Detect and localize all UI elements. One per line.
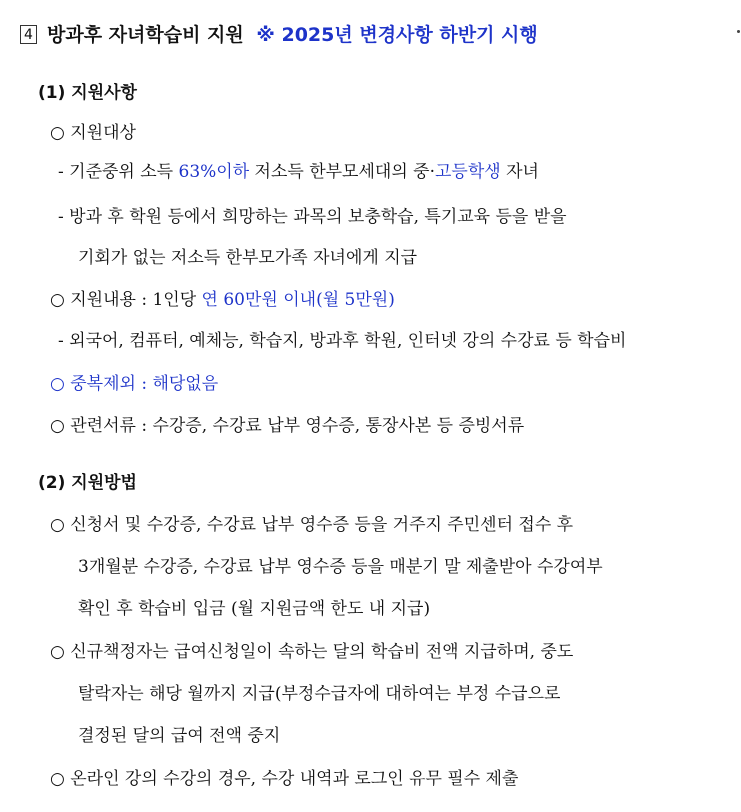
support-content (50, 285, 395, 310)
duplicate-exclusion: ○ 중복제외 : 해당없음 (50, 374, 219, 394)
change-notice: ※ 2025년 변경사항 하반기 시행 (256, 24, 538, 46)
method-item3: ○ 온라인 강의 수강의 경우, 수강 내역과 로그인 유무 필수 제출 (50, 769, 519, 789)
support-content-detail: - 외국어, 컴퓨터, 예체능, 학습지, 방과후 학원, 인터넷 강의 수강료 등 학습비 (58, 331, 627, 351)
method-item2-line2: 탈락자는 해당 월까지 지급(부정수급자에 대하여는 부정 수급으로 (78, 684, 561, 704)
method-item1-line1: ○ 신청서 및 수강증, 수강료 납부 영수증 등을 거주지 주민센터 접수 후 (50, 515, 574, 535)
heading-support-items: (1) 지원사항 (38, 83, 137, 103)
support-amount: 연 60만원 이내(월 5만원) (201, 290, 395, 310)
section-title (20, 20, 538, 47)
method-item2-line1: ○ 신규책정자는 급여신청일이 속하는 달의 학습비 전액 지급하며, 중도 (50, 642, 574, 662)
target-criteria (58, 157, 539, 182)
text-segment: 자녀 (500, 162, 539, 182)
text-segment: ○ 지원내용 : 1인당 (50, 290, 202, 310)
heading-support-method: (2) 지원방법 (38, 473, 137, 493)
method-item1-line2: 3개월분 수강증, 수강료 납부 영수증 등을 매분기 말 제출받아 수강여부 (78, 557, 603, 577)
text-segment: - 기준중위 소득 (58, 162, 179, 182)
target-label: ○ 지원대상 (50, 123, 136, 143)
method-item2-line3: 결정된 달의 급여 전액 중지 (78, 726, 281, 746)
student-level: 고등학생 (434, 162, 501, 182)
method-item1-line3: 확인 후 학습비 입금 (월 지원금액 한도 내 지급) (78, 599, 431, 619)
edge-mark (737, 30, 740, 33)
income-limit: 63%이하 (178, 162, 250, 182)
target-description-line2: 기회가 없는 저소득 한부모가족 자녀에게 지급 (78, 248, 418, 268)
section-number-box: 4 (20, 25, 37, 44)
section-title-text: 방과후 자녀학습비 지원 (47, 24, 244, 46)
target-description-line1: - 방과 후 학원 등에서 희망하는 과목의 보충학습, 특기교육 등을 받을 (58, 207, 567, 227)
related-documents: ○ 관련서류 : 수강증, 수강료 납부 영수증, 통장사본 등 증빙서류 (50, 416, 525, 436)
text-segment: 저소득 한부모세대의 중· (249, 162, 435, 182)
